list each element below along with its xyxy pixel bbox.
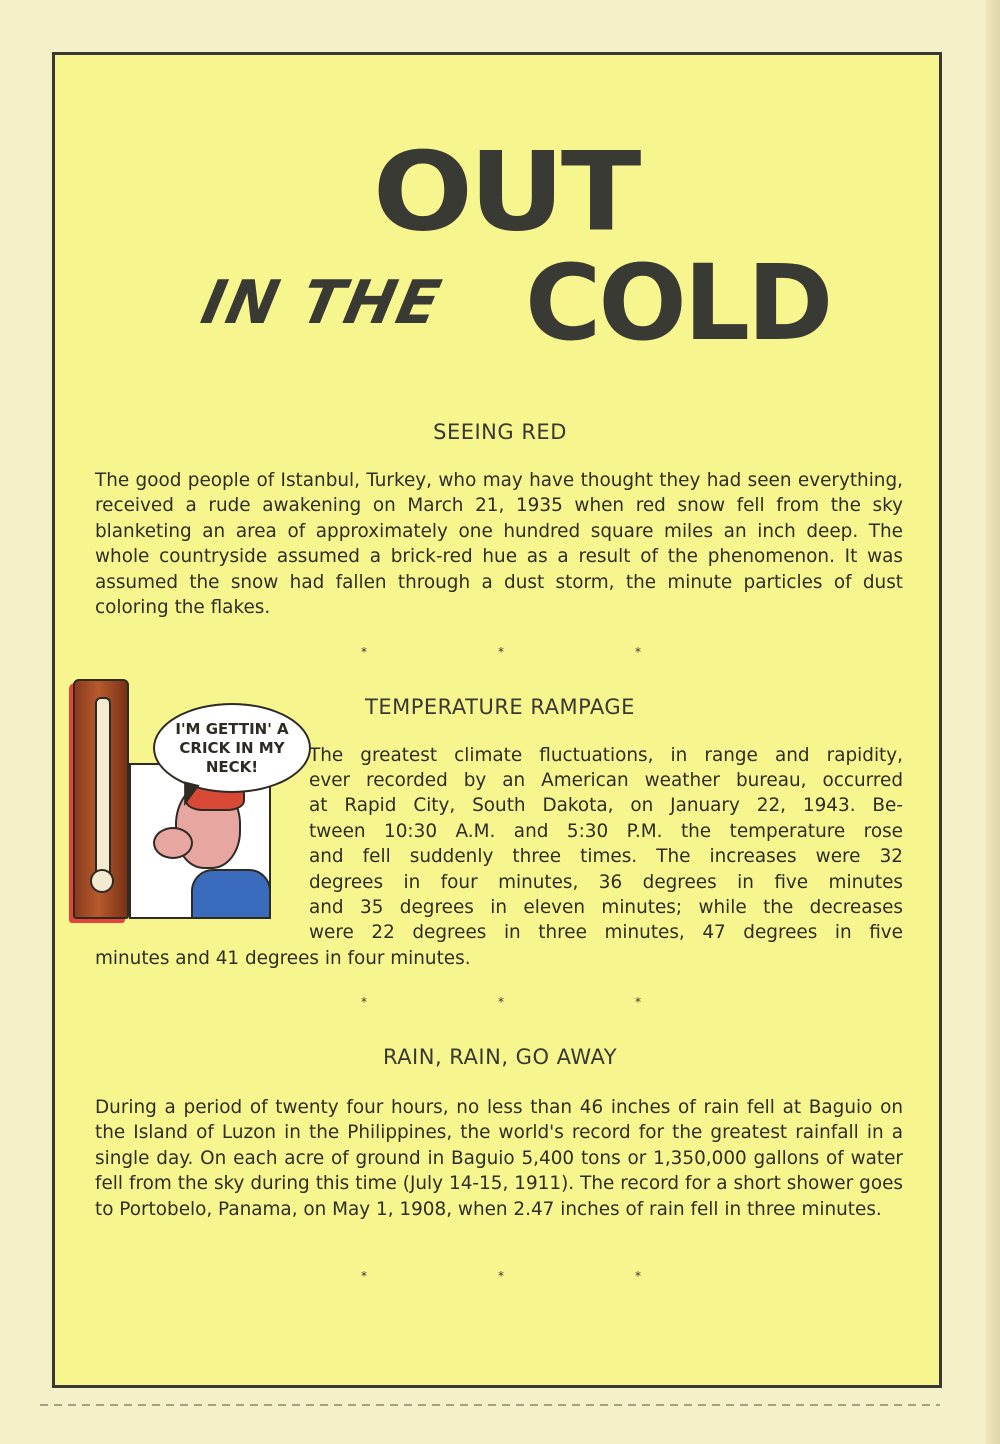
para-line: at Rapid City, South Dakota, on January 22, 1943. Be- — [309, 795, 903, 816]
bottom-print-rule — [40, 1404, 940, 1406]
separator-star: * — [361, 1269, 367, 1283]
paragraph-rain-rain-go-away: During a period of twenty four hours, no less than 46 inches of rain fell at Baguio on the Island of Luzon in the Philippines, the world's record for the greatest rainfall in a single day. On each acre of ground in Baguio 5,400 tons or 1,350,000 gallons of water fell from the sky during this time (July 14-15, 1911). The record for a short shower goes to Portobelo, Panama, on May 1, 1908, when 2.47 inches of rain fell in three minutes. — [95, 1097, 903, 1220]
character-jacket — [191, 869, 271, 919]
speech-bubble-text: I'M GETTIN' A CRICK IN MY NECK! — [175, 719, 289, 776]
para-line: degrees in four minutes, 36 degrees in five minutes — [309, 872, 903, 893]
para-line: and 35 degrees in eleven minutes; while the decreases — [309, 897, 903, 918]
title-out: OUT — [372, 128, 638, 256]
title-cold: COLD — [525, 242, 831, 364]
para-line: and fell suddenly three times. The increases were 32 — [309, 846, 903, 867]
separator-star: * — [498, 645, 504, 659]
title-in-the: IN THE — [195, 268, 449, 338]
separator-2 — [361, 995, 641, 1009]
separator-star: * — [498, 1269, 504, 1283]
paragraph-seeing-red: The good people of Istanbul, Turkey, who may have thought they had seen everything, received a rude awakening on March 21, 1935 when red snow fell from the sky blanketing an area of approximately one hundred square miles an inch deep. The whole countryside assumed a brick-red hue as a result of the phenomenon. It was assumed the snow had fallen through a dust storm, the minute particles of dust coloring the flakes. — [95, 470, 903, 619]
para-line: were 22 degrees in three minutes, 47 degrees in five — [309, 922, 903, 943]
thermometer-bulb — [90, 869, 114, 893]
heading-seeing-red: SEEING RED — [433, 420, 567, 444]
para-line: minutes and 41 degrees in four minutes. — [95, 948, 471, 969]
separator-3 — [361, 1269, 641, 1283]
speech-bubble — [153, 703, 311, 793]
separator-star: * — [635, 995, 641, 1009]
character-nose — [153, 827, 193, 859]
thermometer-tube — [95, 697, 111, 885]
separator-star: * — [635, 645, 641, 659]
article-frame — [52, 52, 942, 1388]
separator-star: * — [635, 1269, 641, 1283]
separator-star: * — [498, 995, 504, 1009]
para-line: tween 10:30 A.M. and 5:30 P.M. the temperature rose — [309, 821, 903, 842]
para-line: ever recorded by an American weather bureau, occurred — [309, 770, 903, 791]
thermometer-cartoon — [73, 679, 289, 919]
separator-star: * — [361, 645, 367, 659]
page-edge — [986, 0, 1000, 1444]
para-line: The greatest climate fluctuations, in range and rapidity, — [309, 745, 903, 766]
thermometer-board — [73, 679, 129, 919]
heading-temperature-rampage: TEMPERATURE RAMPAGE — [365, 695, 635, 719]
heading-rain-rain-go-away: RAIN, RAIN, GO AWAY — [382, 1045, 618, 1069]
separator-1 — [361, 645, 641, 659]
separator-star: * — [361, 995, 367, 1009]
